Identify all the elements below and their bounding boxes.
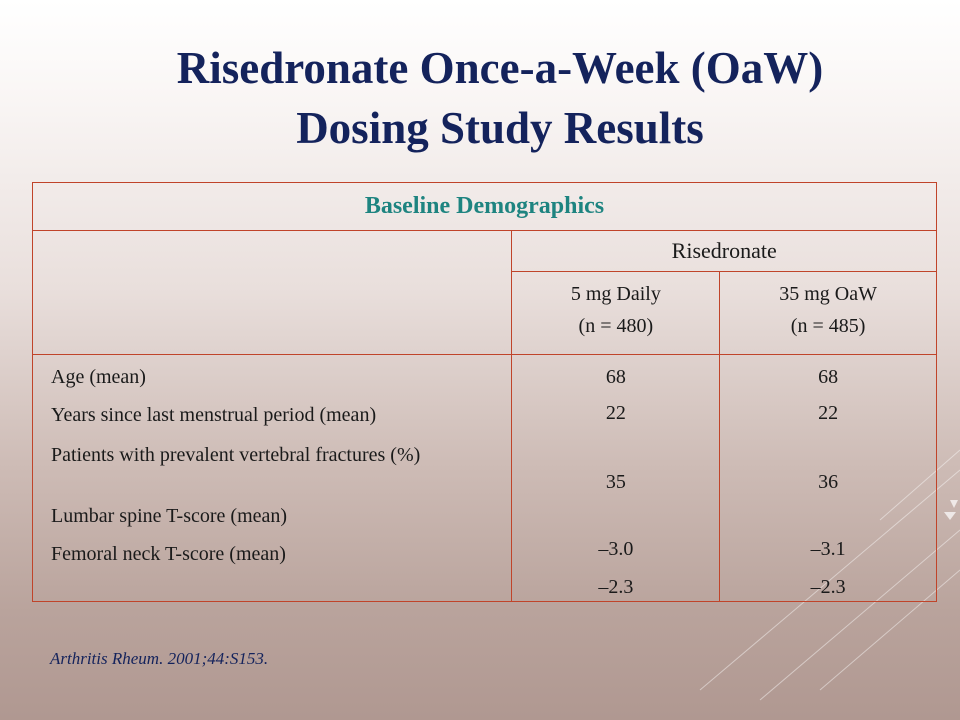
value-fractures-35mg: 36 bbox=[818, 471, 839, 493]
value-femoral-5mg: –2.3 bbox=[598, 576, 634, 598]
values-35mg-oaw-cell bbox=[720, 355, 937, 602]
slide-title-line-2: Dosing Study Results bbox=[296, 103, 704, 153]
group-header-risedronate: Risedronate bbox=[512, 231, 937, 272]
row-label-age: Age (mean) bbox=[51, 366, 146, 388]
table-caption: Baseline Demographics bbox=[33, 183, 937, 231]
value-years-5mg: 22 bbox=[605, 402, 626, 424]
column-dose-label: 35 mg OaW bbox=[779, 283, 877, 305]
source-citation: Arthritis Rheum. 2001;44:S153. bbox=[50, 649, 269, 668]
value-fractures-5mg: 35 bbox=[605, 471, 626, 493]
row-label-vertebral-fractures: Patients with prevalent vertebral fractures (%) bbox=[51, 444, 421, 466]
column-n-label: (n = 480) bbox=[578, 315, 654, 337]
column-header-35mg-oaw bbox=[720, 272, 937, 355]
value-years-35mg: 22 bbox=[818, 402, 839, 424]
values-5mg-daily-cell bbox=[512, 355, 720, 602]
slide-title-line-1: Risedronate Once-a-Week (OaW) bbox=[176, 43, 824, 93]
empty-header-cell bbox=[33, 231, 512, 355]
value-age-35mg: 68 bbox=[818, 366, 839, 388]
value-lumbar-5mg: –3.0 bbox=[598, 538, 634, 560]
row-label-years-since-menstrual: Years since last menstrual period (mean) bbox=[51, 404, 377, 426]
row-label-lumbar-spine: Lumbar spine T-score (mean) bbox=[51, 505, 288, 527]
slide-title bbox=[40, 38, 960, 158]
value-age-5mg: 68 bbox=[605, 366, 626, 388]
value-femoral-35mg: –2.3 bbox=[810, 576, 846, 598]
value-lumbar-35mg: –3.1 bbox=[810, 538, 846, 560]
row-labels-cell bbox=[33, 355, 512, 602]
row-label-femoral-neck: Femoral neck T-score (mean) bbox=[51, 543, 286, 565]
table-caption-row bbox=[33, 183, 937, 231]
column-header-5mg-daily bbox=[512, 272, 720, 355]
table-body-row bbox=[33, 355, 937, 602]
baseline-demographics-table bbox=[32, 182, 937, 602]
group-header-row bbox=[33, 231, 937, 272]
column-n-label: (n = 485) bbox=[790, 315, 866, 337]
column-dose-label: 5 mg Daily bbox=[570, 283, 661, 305]
